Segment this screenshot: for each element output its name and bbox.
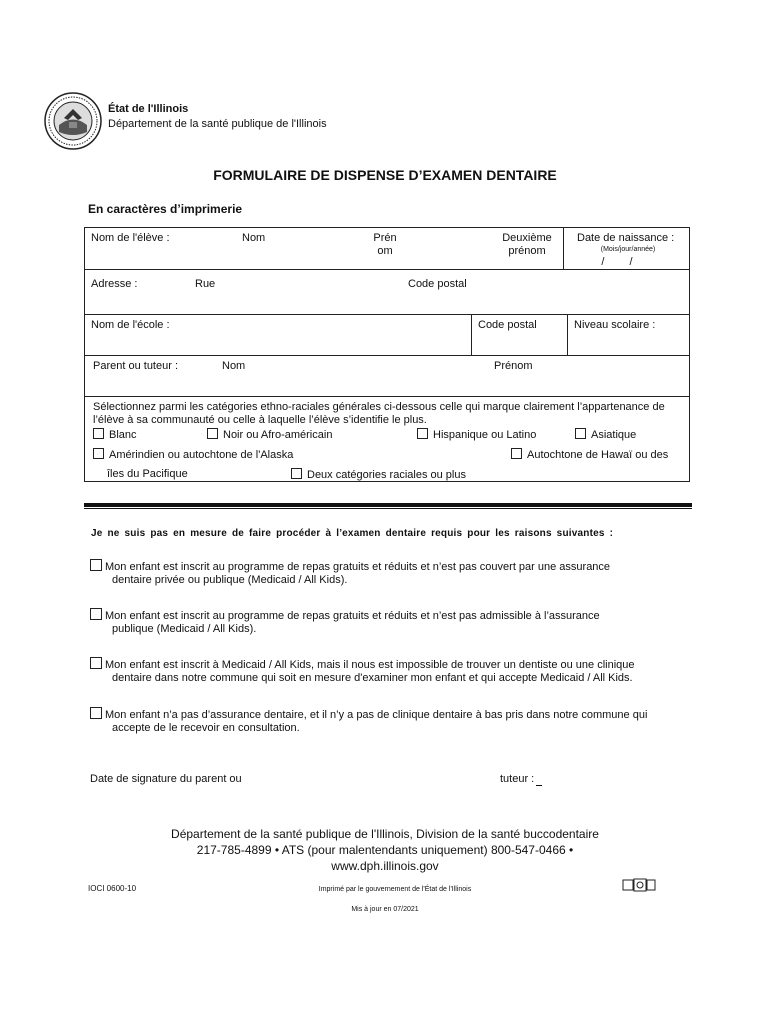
parent-label: Parent ou tuteur : xyxy=(93,360,178,372)
form-title: FORMULAIRE DE DISPENSE D’EXAMEN DENTAIRE xyxy=(213,167,557,183)
parent-first-name-label: Prénom xyxy=(494,360,533,372)
hawaiian-label-line2: îles du Pacifique xyxy=(107,468,188,480)
reason-item[interactable]: Mon enfant est inscrit à Medicaid / All Kids, mais il nous est impossible de trouver un dentiste ou une clinique dentaire dans notre commune qui soit en mesure d'examiner mon enfant et qui accepte Medicaid / All Kids. xyxy=(90,657,690,685)
section-divider xyxy=(84,508,692,509)
signature-field[interactable] xyxy=(536,785,542,786)
divider xyxy=(85,355,689,356)
ethnic-instructions: Sélectionnez parmi les catégories ethno-raciales générales ci-dessous celle qui marque clairement l’appartenance de xyxy=(93,401,665,413)
footer-website: www.dph.illinois.gov xyxy=(331,859,439,873)
divider xyxy=(471,314,472,355)
checkbox-two-or-more[interactable]: Deux catégories raciales ou plus xyxy=(291,468,466,481)
zip-label: Code postal xyxy=(408,278,467,290)
print-instruction: En caractères d’imprimerie xyxy=(88,202,243,216)
checkbox-icon[interactable] xyxy=(90,608,102,620)
checkbox-icon[interactable] xyxy=(90,707,102,719)
school-name-label: Nom de l'école : xyxy=(91,319,170,331)
updated-date: Mis à jour en 07/2021 xyxy=(351,906,419,913)
last-name-label: Nom xyxy=(242,232,266,244)
checkbox-hispanic[interactable]: Hispanique ou Latino xyxy=(417,428,536,441)
checkbox-hawaiian[interactable]: Autochtone de Hawaï ou des xyxy=(511,448,668,461)
printed-by: Imprimé par le gouvernement de l'État de l'Illinois xyxy=(318,886,472,893)
address-label: Adresse : xyxy=(91,278,138,290)
divider xyxy=(563,228,564,269)
checkbox-icon[interactable] xyxy=(291,468,302,479)
footer-phones: 217-785-4899 • ATS (pour malentendants uniquement) 800-547-0466 • xyxy=(196,843,574,857)
signature-label-guardian: tuteur : xyxy=(500,773,535,785)
dob-format: (Mois/jour/année) xyxy=(600,246,656,253)
form-code: IOCI 0600-10 xyxy=(88,884,137,893)
student-name-label: Nom de l'élève : xyxy=(91,232,170,244)
reason-item[interactable]: Mon enfant est inscrit au programme de repas gratuits et réduits et n’est pas couvert par une assurance dentaire privée ou publique (Medicaid / All Kids). xyxy=(90,559,660,587)
illinois-state-seal-logo xyxy=(44,92,102,150)
signature-label: Date de signature du parent ou xyxy=(90,773,242,785)
checkbox-black[interactable]: Noir ou Afro-américain xyxy=(207,428,332,441)
section-divider xyxy=(84,503,692,507)
department-name: Département de la santé publique de l'Illinois xyxy=(108,118,327,130)
reason-item[interactable]: Mon enfant est inscrit au programme de repas gratuits et réduits et n’est pas admissible à l’assurance publique (Medicaid / All Kids). xyxy=(90,608,660,636)
divider xyxy=(85,314,689,315)
checkbox-icon[interactable] xyxy=(417,428,428,439)
checkbox-icon[interactable] xyxy=(90,657,102,669)
student-info-form xyxy=(84,227,690,482)
checkbox-white[interactable]: Blanc xyxy=(93,428,137,441)
checkbox-native[interactable]: Amérindien ou autochtone de l'Alaska xyxy=(93,448,293,461)
middle-name-label: Deuxième prénom xyxy=(502,232,552,257)
divider xyxy=(567,314,568,355)
checkbox-icon[interactable] xyxy=(207,428,218,439)
reason-item[interactable]: Mon enfant n’a pas d’assurance dentaire, et il n’y a pas de clinique dentaire à bas pris dans notre commune qui accepte de le recevoir en consultation. xyxy=(90,707,690,735)
street-label: Rue xyxy=(195,278,216,290)
parent-last-name-label: Nom xyxy=(222,360,246,372)
state-name: État de l'Illinois xyxy=(108,103,189,115)
divider xyxy=(85,396,689,397)
first-name-label: Prén om xyxy=(373,232,397,257)
reasons-heading: Je ne suis pas en mesure de faire procéder à l’examen dentaire requis pour les raisons suivantes : xyxy=(91,528,614,539)
checkbox-asian[interactable]: Asiatique xyxy=(575,428,636,441)
footer-department: Département de la santé publique de l'Illinois, Division de la santé buccodentaire xyxy=(171,827,599,841)
school-zip-label: Code postal xyxy=(478,319,537,331)
divider xyxy=(85,269,689,270)
dob-slashes: / / xyxy=(601,256,633,268)
checkbox-icon[interactable] xyxy=(511,448,522,459)
ethnic-instructions-line2: l’élève à sa communauté ou celle à laquelle l’élève s’identifie le plus. xyxy=(93,414,427,426)
dob-label: Date de naissance : xyxy=(577,232,675,244)
recycled-paper-icon xyxy=(622,878,656,892)
checkbox-icon[interactable] xyxy=(93,448,104,459)
checkbox-icon[interactable] xyxy=(90,559,102,571)
grade-level-label: Niveau scolaire : xyxy=(574,319,656,331)
checkbox-icon[interactable] xyxy=(93,428,104,439)
checkbox-icon[interactable] xyxy=(575,428,586,439)
